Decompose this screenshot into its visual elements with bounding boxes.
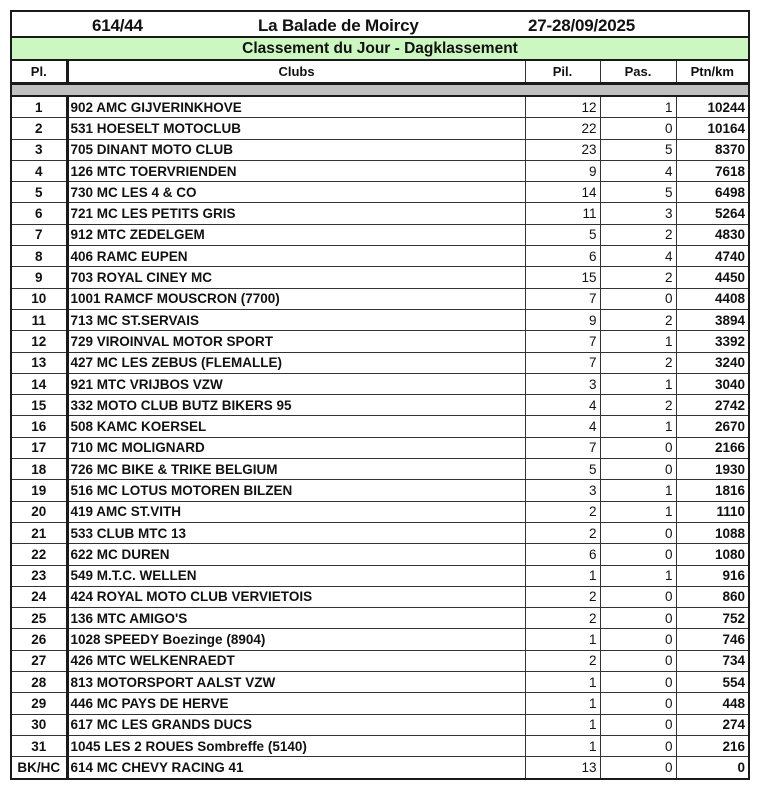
cell-points: 7618 bbox=[676, 160, 748, 181]
cell-pilots: 4 bbox=[525, 416, 600, 437]
cell-club: 1001 RAMCF MOUSCRON (7700) bbox=[67, 288, 525, 309]
cell-pilots: 3 bbox=[525, 373, 600, 394]
cell-pilots: 7 bbox=[525, 331, 600, 352]
cell-pilots: 2 bbox=[525, 501, 600, 522]
cell-points: 1088 bbox=[676, 522, 748, 543]
cell-club: 427 MC LES ZEBUS (FLEMALLE) bbox=[67, 352, 525, 373]
cell-pilots: 11 bbox=[525, 203, 600, 224]
cell-place: 27 bbox=[12, 650, 67, 671]
cell-passengers: 0 bbox=[600, 693, 676, 714]
cell-place: 11 bbox=[12, 309, 67, 330]
cell-points: 1110 bbox=[676, 501, 748, 522]
cell-passengers: 0 bbox=[600, 288, 676, 309]
ranking-table bbox=[12, 61, 748, 778]
cell-points: 10244 bbox=[676, 96, 748, 118]
cell-passengers: 0 bbox=[600, 629, 676, 650]
cell-place: 20 bbox=[12, 501, 67, 522]
cell-place: 1 bbox=[12, 96, 67, 118]
cell-club: 617 MC LES GRANDS DUCS bbox=[67, 714, 525, 735]
cell-passengers: 3 bbox=[600, 203, 676, 224]
cell-club: 902 AMC GIJVERINKHOVE bbox=[67, 96, 525, 118]
cell-points: 734 bbox=[676, 650, 748, 671]
cell-points: 3240 bbox=[676, 352, 748, 373]
cell-club: 549 M.T.C. WELLEN bbox=[67, 565, 525, 586]
cell-place: 31 bbox=[12, 735, 67, 756]
cell-club: 713 MC ST.SERVAIS bbox=[67, 309, 525, 330]
cell-points: 3392 bbox=[676, 331, 748, 352]
cell-club: 406 RAMC EUPEN bbox=[67, 246, 525, 267]
table-row bbox=[12, 565, 748, 586]
table-row bbox=[12, 714, 748, 735]
table-row bbox=[12, 480, 748, 501]
column-header-passengers: Pas. bbox=[600, 61, 676, 84]
table-row bbox=[12, 522, 748, 543]
cell-pilots: 1 bbox=[525, 565, 600, 586]
cell-club: 912 MTC ZEDELGEM bbox=[67, 224, 525, 245]
table-row bbox=[12, 459, 748, 480]
table-row bbox=[12, 757, 748, 778]
cell-club: 424 ROYAL MOTO CLUB VERVIETOIS bbox=[67, 586, 525, 607]
cell-place: 24 bbox=[12, 586, 67, 607]
cell-points: 3040 bbox=[676, 373, 748, 394]
cell-place: 4 bbox=[12, 160, 67, 181]
title-row bbox=[12, 12, 748, 38]
cell-club: 446 MC PAYS DE HERVE bbox=[67, 693, 525, 714]
table-row bbox=[12, 182, 748, 203]
cell-passengers: 1 bbox=[600, 565, 676, 586]
cell-pilots: 7 bbox=[525, 352, 600, 373]
cell-pilots: 6 bbox=[525, 544, 600, 565]
cell-pilots: 2 bbox=[525, 608, 600, 629]
cell-passengers: 2 bbox=[600, 309, 676, 330]
cell-points: 1816 bbox=[676, 480, 748, 501]
column-header-points: Ptn/km bbox=[676, 61, 748, 84]
cell-passengers: 0 bbox=[600, 757, 676, 778]
cell-pilots: 9 bbox=[525, 309, 600, 330]
column-header-pilots: Pil. bbox=[525, 61, 600, 84]
spacer-cell bbox=[12, 84, 748, 97]
cell-club: 531 HOESELT MOTOCLUB bbox=[67, 118, 525, 139]
cell-pilots: 3 bbox=[525, 480, 600, 501]
cell-points: 10164 bbox=[676, 118, 748, 139]
cell-club: 921 MTC VRIJBOS VZW bbox=[67, 373, 525, 394]
cell-passengers: 0 bbox=[600, 586, 676, 607]
cell-passengers: 2 bbox=[600, 267, 676, 288]
table-row bbox=[12, 501, 748, 522]
cell-points: 746 bbox=[676, 629, 748, 650]
cell-club: 508 KAMC KOERSEL bbox=[67, 416, 525, 437]
cell-place: 10 bbox=[12, 288, 67, 309]
cell-passengers: 5 bbox=[600, 139, 676, 160]
table-row bbox=[12, 246, 748, 267]
cell-place: 25 bbox=[12, 608, 67, 629]
table-row bbox=[12, 437, 748, 458]
cell-place: 8 bbox=[12, 246, 67, 267]
table-row bbox=[12, 267, 748, 288]
table-row bbox=[12, 693, 748, 714]
table-row bbox=[12, 608, 748, 629]
cell-pilots: 14 bbox=[525, 182, 600, 203]
cell-place: 28 bbox=[12, 672, 67, 693]
cell-passengers: 0 bbox=[600, 672, 676, 693]
cell-passengers: 0 bbox=[600, 608, 676, 629]
cell-place: 5 bbox=[12, 182, 67, 203]
cell-passengers: 1 bbox=[600, 480, 676, 501]
cell-passengers: 0 bbox=[600, 437, 676, 458]
cell-points: 4408 bbox=[676, 288, 748, 309]
cell-club: 533 CLUB MTC 13 bbox=[67, 522, 525, 543]
cell-passengers: 5 bbox=[600, 182, 676, 203]
cell-passengers: 0 bbox=[600, 735, 676, 756]
cell-club: 730 MC LES 4 & CO bbox=[67, 182, 525, 203]
cell-place: 26 bbox=[12, 629, 67, 650]
table-row bbox=[12, 139, 748, 160]
cell-place: 16 bbox=[12, 416, 67, 437]
cell-passengers: 1 bbox=[600, 373, 676, 394]
cell-points: 1080 bbox=[676, 544, 748, 565]
cell-passengers: 0 bbox=[600, 459, 676, 480]
event-date: 27-28/09/2025 bbox=[528, 16, 636, 35]
cell-points: 2670 bbox=[676, 416, 748, 437]
cell-pilots: 13 bbox=[525, 757, 600, 778]
ranking-sheet bbox=[10, 10, 750, 780]
cell-place: 23 bbox=[12, 565, 67, 586]
table-row bbox=[12, 309, 748, 330]
cell-points: 1930 bbox=[676, 459, 748, 480]
table-row bbox=[12, 586, 748, 607]
cell-points: 448 bbox=[676, 693, 748, 714]
cell-pilots: 1 bbox=[525, 672, 600, 693]
cell-club: 710 MC MOLIGNARD bbox=[67, 437, 525, 458]
cell-place: 18 bbox=[12, 459, 67, 480]
cell-place: 7 bbox=[12, 224, 67, 245]
cell-club: 729 VIROINVAL MOTOR SPORT bbox=[67, 331, 525, 352]
cell-points: 5264 bbox=[676, 203, 748, 224]
cell-club: 126 MTC TOERVRIENDEN bbox=[67, 160, 525, 181]
table-body bbox=[12, 84, 748, 778]
table-row bbox=[12, 96, 748, 118]
cell-place: 9 bbox=[12, 267, 67, 288]
table-row bbox=[12, 160, 748, 181]
cell-passengers: 4 bbox=[600, 160, 676, 181]
cell-pilots: 1 bbox=[525, 629, 600, 650]
table-row bbox=[12, 672, 748, 693]
table-header-row bbox=[12, 61, 748, 84]
cell-points: 4740 bbox=[676, 246, 748, 267]
cell-passengers: 0 bbox=[600, 650, 676, 671]
cell-club: 622 MC DUREN bbox=[67, 544, 525, 565]
cell-place: 22 bbox=[12, 544, 67, 565]
cell-place: 19 bbox=[12, 480, 67, 501]
cell-points: 2742 bbox=[676, 395, 748, 416]
cell-pilots: 23 bbox=[525, 139, 600, 160]
cell-pilots: 22 bbox=[525, 118, 600, 139]
cell-pilots: 2 bbox=[525, 586, 600, 607]
cell-place: 6 bbox=[12, 203, 67, 224]
cell-club: 1028 SPEEDY Boezinge (8904) bbox=[67, 629, 525, 650]
cell-pilots: 15 bbox=[525, 267, 600, 288]
cell-points: 916 bbox=[676, 565, 748, 586]
cell-passengers: 0 bbox=[600, 544, 676, 565]
cell-pilots: 2 bbox=[525, 650, 600, 671]
cell-pilots: 5 bbox=[525, 459, 600, 480]
table-row bbox=[12, 331, 748, 352]
table-row bbox=[12, 629, 748, 650]
column-header-club: Clubs bbox=[67, 61, 525, 84]
table-row bbox=[12, 544, 748, 565]
cell-pilots: 4 bbox=[525, 395, 600, 416]
cell-passengers: 0 bbox=[600, 118, 676, 139]
event-name: La Balade de Moircy bbox=[258, 16, 419, 35]
table-row bbox=[12, 118, 748, 139]
ranking-subtitle: Classement du Jour - Dagklassement bbox=[12, 38, 748, 61]
cell-passengers: 1 bbox=[600, 96, 676, 118]
cell-passengers: 1 bbox=[600, 501, 676, 522]
cell-pilots: 1 bbox=[525, 735, 600, 756]
cell-points: 4450 bbox=[676, 267, 748, 288]
cell-points: 3894 bbox=[676, 309, 748, 330]
cell-club: 1045 LES 2 ROUES Sombreffe (5140) bbox=[67, 735, 525, 756]
cell-points: 0 bbox=[737, 759, 745, 775]
cell-club: 703 ROYAL CINEY MC bbox=[67, 267, 525, 288]
cell-place: 15 bbox=[12, 395, 67, 416]
table-row bbox=[12, 650, 748, 671]
cell-pilots: 12 bbox=[525, 96, 600, 118]
table-row bbox=[12, 352, 748, 373]
cell-pilots: 5 bbox=[525, 224, 600, 245]
cell-place: 3 bbox=[12, 139, 67, 160]
table-row bbox=[12, 395, 748, 416]
cell-passengers: 2 bbox=[600, 352, 676, 373]
cell-place: 2 bbox=[12, 118, 67, 139]
cell-points: 216 bbox=[676, 735, 748, 756]
table-row bbox=[12, 735, 748, 756]
table-row bbox=[12, 224, 748, 245]
column-header-place: Pl. bbox=[12, 61, 67, 84]
table-row bbox=[12, 203, 748, 224]
cell-points: 274 bbox=[676, 714, 748, 735]
cell-points: 6498 bbox=[676, 182, 748, 203]
cell-pilots: 7 bbox=[525, 437, 600, 458]
cell-points: 2166 bbox=[676, 437, 748, 458]
table-row bbox=[12, 373, 748, 394]
cell-place: 14 bbox=[12, 373, 67, 394]
cell-place: 21 bbox=[12, 522, 67, 543]
cell-pilots: 9 bbox=[525, 160, 600, 181]
cell-points: 554 bbox=[676, 672, 748, 693]
table-row bbox=[12, 416, 748, 437]
cell-club: 332 MOTO CLUB BUTZ BIKERS 95 bbox=[67, 395, 525, 416]
table-row bbox=[12, 288, 748, 309]
cell-passengers: 0 bbox=[600, 714, 676, 735]
cell-pilots: 1 bbox=[525, 714, 600, 735]
cell-points: 8370 bbox=[676, 139, 748, 160]
cell-pilots: 7 bbox=[525, 288, 600, 309]
cell-club: 614 MC CHEVY RACING 41 bbox=[67, 757, 525, 778]
cell-club: 721 MC LES PETITS GRIS bbox=[67, 203, 525, 224]
cell-club: 726 MC BIKE & TRIKE BELGIUM bbox=[67, 459, 525, 480]
cell-passengers: 1 bbox=[600, 331, 676, 352]
cell-pilots: 2 bbox=[525, 522, 600, 543]
cell-passengers: 0 bbox=[600, 522, 676, 543]
cell-pilots: 1 bbox=[525, 693, 600, 714]
event-code: 614/44 bbox=[92, 16, 143, 35]
cell-passengers: 2 bbox=[600, 395, 676, 416]
cell-place: 13 bbox=[12, 352, 67, 373]
cell-club: 813 MOTORSPORT AALST VZW bbox=[67, 672, 525, 693]
cell-club: 705 DINANT MOTO CLUB bbox=[67, 139, 525, 160]
cell-points: 4830 bbox=[676, 224, 748, 245]
cell-club: 419 AMC ST.VITH bbox=[67, 501, 525, 522]
cell-passengers: 4 bbox=[600, 246, 676, 267]
cell-passengers: 1 bbox=[600, 416, 676, 437]
cell-place: 17 bbox=[12, 437, 67, 458]
cell-club: 426 MTC WELKENRAEDT bbox=[67, 650, 525, 671]
cell-club: 136 MTC AMIGO'S bbox=[67, 608, 525, 629]
cell-points: 860 bbox=[676, 586, 748, 607]
cell-place: BK/HC bbox=[12, 757, 67, 778]
cell-points: 752 bbox=[676, 608, 748, 629]
cell-place: 30 bbox=[12, 714, 67, 735]
spacer-row bbox=[12, 84, 748, 97]
cell-club: 516 MC LOTUS MOTOREN BILZEN bbox=[67, 480, 525, 501]
cell-pilots: 6 bbox=[525, 246, 600, 267]
cell-place: 29 bbox=[12, 693, 67, 714]
cell-place: 12 bbox=[12, 331, 67, 352]
cell-passengers: 2 bbox=[600, 224, 676, 245]
